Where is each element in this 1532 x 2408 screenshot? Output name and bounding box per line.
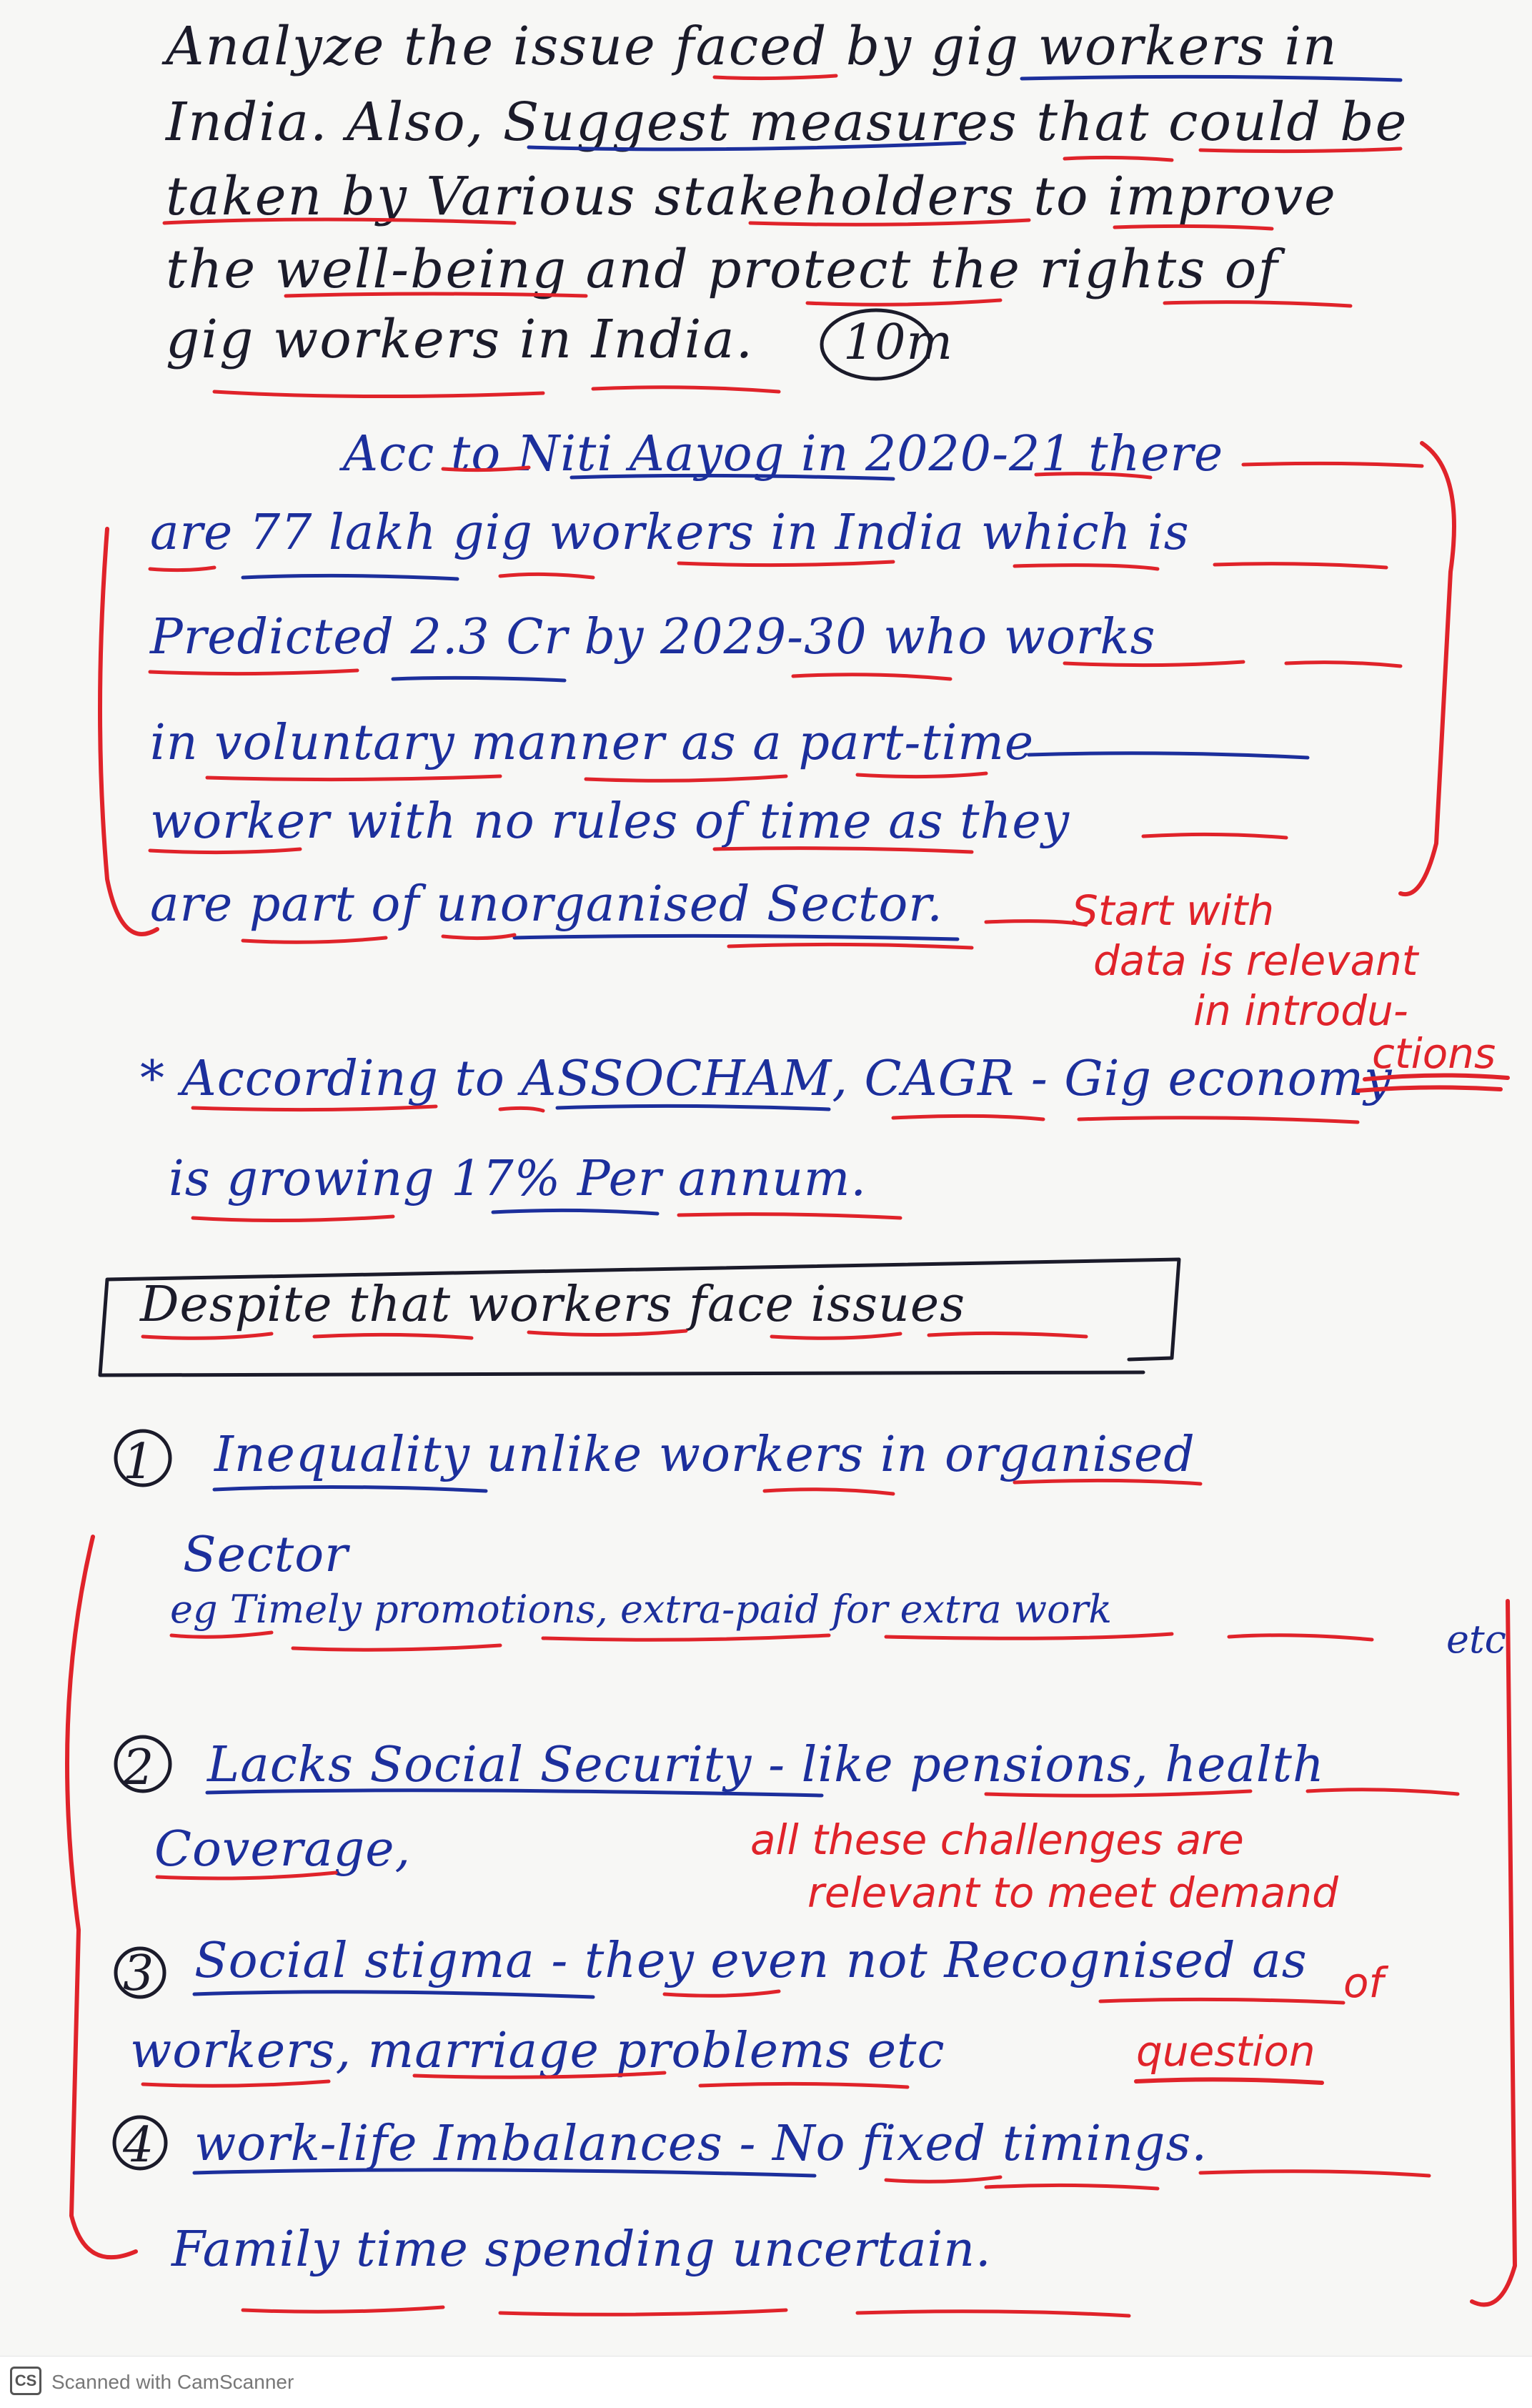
- underline-issue-2c: [157, 1873, 336, 1878]
- boxed-heading: Despite that workers face issues: [140, 1277, 965, 1333]
- underline-stat-5: [193, 1217, 393, 1221]
- underline-issue-1f: [886, 1634, 1172, 1638]
- underline-intro-10: [793, 675, 950, 679]
- issue-1-line-2: Sector: [183, 1527, 349, 1583]
- underline-intro-4: [150, 568, 214, 570]
- camscanner-footer: [0, 2356, 1532, 2408]
- comment-issues-line-1: all these challenges are: [750, 1815, 1244, 1864]
- underline-intro-21: [729, 944, 972, 948]
- camscanner-text: Scanned with CamScanner: [51, 2371, 294, 2393]
- underline-q-8: [807, 300, 1000, 304]
- underline-77-lakh: [243, 575, 457, 579]
- issue-4-number: 4: [123, 2117, 155, 2174]
- underline-intro-17: [715, 848, 972, 852]
- underline-issue-1a: [765, 1490, 893, 1494]
- underline-work-life: [194, 2170, 815, 2176]
- underline-niti-aayog: [572, 475, 893, 479]
- underline-social-stigma: [194, 1992, 593, 1997]
- issue-3-circle: [116, 1948, 164, 1997]
- underline-q-3: [1200, 149, 1401, 152]
- comment-issues-line-4: question: [1136, 2027, 1315, 2076]
- underline-issue-3d: [414, 2073, 665, 2077]
- question-line-2: India. Also, Suggest measures that could be: [166, 91, 1408, 153]
- underline-intro-7: [1015, 565, 1158, 569]
- camscanner-logo: CS: [10, 2367, 41, 2395]
- underline-comment-ctions: [1365, 1075, 1508, 1079]
- underline-issue-3a: [665, 1991, 779, 1996]
- stat-line-1: * According to ASSOCHAM, CAGR - Gig economy: [140, 1051, 1393, 1107]
- question-line-3: taken by Various stakeholders to improve: [166, 166, 1337, 227]
- underline-intro-13: [207, 776, 500, 780]
- comment-intro-line-1: Start with: [1072, 886, 1275, 935]
- intro-line-3: Predicted 2.3 Cr by 2029-30 who works: [150, 609, 1156, 665]
- intro-line-4: in voluntary manner as a part-time: [150, 715, 1035, 771]
- underline-intro-19: [243, 938, 386, 942]
- underline-comment-question: [1136, 2079, 1322, 2083]
- underline-intro-3: [1243, 463, 1422, 466]
- stat-line-2: is growing 17% Per annum.: [169, 1151, 867, 1207]
- underline-q-2: [1065, 157, 1172, 160]
- underline-issue-4a: [886, 2177, 1000, 2181]
- comment-intro-line-4: ctions: [1372, 1029, 1496, 1078]
- underline-issue-4d: [243, 2307, 443, 2312]
- underline-issue-3c: [143, 2081, 329, 2086]
- issue-2-line-1: Lacks Social Security - like pensions, health: [207, 1737, 1325, 1793]
- issue-3-line-1: Social stigma - they even not Recognised as: [194, 1933, 1308, 1989]
- comment-issues-line-2: relevant to meet demand: [807, 1868, 1338, 1917]
- underline-q-4: [164, 219, 514, 223]
- underline-intro-9: [150, 670, 357, 674]
- underline-q-6: [1115, 226, 1272, 229]
- underline-issue-1c: [171, 1632, 272, 1637]
- underline-intro-15: [857, 773, 986, 777]
- underline-intro-2: [1036, 474, 1150, 477]
- underline-issue-4b: [986, 2185, 1158, 2189]
- underline-q-11: [593, 387, 779, 392]
- underline-issue-1d: [293, 1645, 500, 1650]
- underline-issue-4f: [857, 2312, 1129, 2316]
- issue-4-line-2: Family time spending uncertain.: [171, 2221, 992, 2278]
- marks-circle: [822, 310, 930, 379]
- underline-2-3-cr: [393, 678, 564, 680]
- marks-badge: 10m: [843, 314, 954, 371]
- comment-intro-line-3: in introdu-: [1193, 986, 1408, 1035]
- underline-q-1: [715, 76, 836, 79]
- underline-gig-workers: [1022, 76, 1401, 80]
- underline-stat-6: [679, 1214, 900, 1218]
- underline-intro-20: [443, 935, 514, 938]
- underline-intro-14: [586, 776, 786, 781]
- underline-intro-1: [443, 467, 529, 470]
- underline-intro-12: [1286, 663, 1401, 666]
- underline-heading-5: [929, 1333, 1086, 1337]
- underline-intro-11: [1065, 662, 1243, 665]
- intro-line-5: worker with no rules of time as they: [150, 793, 1070, 850]
- underline-issue-3e: [700, 2084, 907, 2087]
- underline-q-10: [214, 392, 543, 397]
- issue-4-circle: [114, 2117, 166, 2169]
- issue-1-line-1: Inequality unlike workers in organised: [214, 1427, 1195, 1483]
- intro-line-6: are part of unorganised Sector.: [150, 876, 943, 933]
- comment-intro-line-2: data is relevant: [1093, 936, 1418, 985]
- underline-intro-5: [500, 574, 593, 578]
- underline-issue-4c: [1200, 2171, 1429, 2176]
- comment-issues-line-3: of: [1343, 1958, 1383, 2007]
- question-line-1: Analyze the issue faced by gig workers in: [166, 16, 1338, 77]
- underline-lacks-social-security: [207, 1790, 822, 1795]
- underline-intro-22: [986, 921, 1086, 925]
- underline-issue-1e: [543, 1635, 829, 1640]
- underline-heading-3: [529, 1331, 686, 1335]
- intro-line-2: are 77 lakh gig workers in India which is: [150, 505, 1190, 561]
- red-bracket-intro: [100, 443, 1454, 934]
- underline-heading-1: [143, 1334, 272, 1338]
- underline-stat-3: [893, 1116, 1043, 1119]
- question-line-5: gig workers in India.: [166, 309, 755, 370]
- underline-intro-16: [150, 849, 300, 853]
- issue-2-line-2: Coverage,: [154, 1821, 412, 1878]
- underline-intro-6: [679, 562, 893, 565]
- heading-box: [100, 1259, 1179, 1375]
- underline-intro-8: [1215, 564, 1386, 568]
- underline-comment-ctions-2: [1358, 1087, 1501, 1091]
- issue-2-number: 2: [123, 1740, 155, 1796]
- issue-1-line-4: etc: [1446, 1617, 1506, 1662]
- underline-intro-18: [1143, 834, 1286, 838]
- underline-heading-2: [314, 1334, 472, 1338]
- intro-line-1: Acc to Niti Aayog in 2020-21 there: [343, 426, 1224, 482]
- underline-issue-1b: [1015, 1480, 1200, 1484]
- underline-q-7: [286, 294, 586, 296]
- underline-unorganised: [514, 936, 958, 939]
- underline-inequality: [214, 1487, 486, 1491]
- underline-stat-2: [500, 1108, 543, 1111]
- issue-1-circle: [116, 1431, 170, 1485]
- issue-1-number: 1: [123, 1434, 155, 1490]
- underline-stat-4: [1079, 1118, 1358, 1122]
- red-bracket-issues: [67, 1537, 1515, 2304]
- issue-3-line-2: workers, marriage problems etc: [130, 2023, 945, 2079]
- underline-issue-4e: [500, 2310, 786, 2314]
- underline-issue-3b: [1100, 1999, 1343, 2003]
- underline-issue-1g: [1229, 1635, 1372, 1640]
- issue-4-line-1: work-life Imbalances - No fixed timings.: [194, 2116, 1208, 2172]
- question-line-4: the well-being and protect the rights of: [166, 239, 1279, 300]
- underline-part-time: [1029, 753, 1308, 758]
- underline-q-5: [750, 220, 1029, 224]
- issue-2-circle: [116, 1737, 170, 1791]
- underline-17-percent: [493, 1210, 657, 1214]
- underline-suggest-measures: [529, 143, 965, 149]
- underline-associam: [557, 1106, 829, 1109]
- underline-issue-2b: [1308, 1790, 1458, 1794]
- underline-issue-2a: [986, 1791, 1250, 1795]
- underline-heading-4: [772, 1334, 900, 1338]
- underline-q-9: [1165, 302, 1351, 306]
- underline-stat-1: [193, 1106, 436, 1110]
- issue-1-line-3: eg Timely promotions, extra-paid for extra work: [170, 1587, 1113, 1632]
- issue-3-number: 3: [123, 1946, 155, 2002]
